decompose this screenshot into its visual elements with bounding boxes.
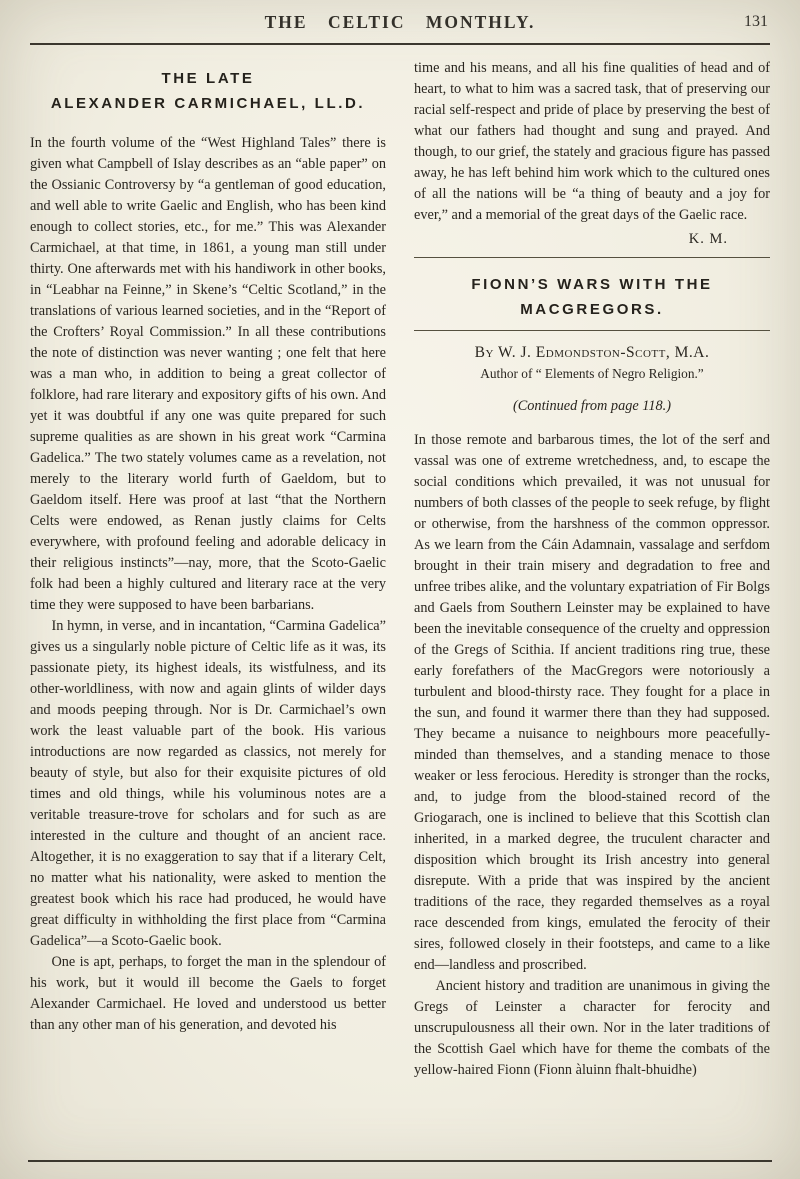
left-column bbox=[30, 58, 386, 1162]
header-rule bbox=[30, 43, 770, 45]
article2-title-line1: FIONN’S WARS WITH THE bbox=[471, 276, 713, 293]
article-divider-rule bbox=[414, 257, 770, 258]
article1-title bbox=[30, 66, 386, 116]
article2-continued-note: (Continued from page 118.) bbox=[512, 398, 672, 414]
article2-title bbox=[414, 272, 770, 322]
article2-byline: By W. J. Edmondston-Scott, M.A. bbox=[474, 344, 710, 361]
article1-paragraph-3-continuation: time and his means, and all his fine qualities of head and of heart, to what to him was a sacred task, that of preserving our racial self-respect and pride of place by preserving the best of what our fathers had thought and sung and prayed. And though, to our grief, the stately and gracious figure has passed away, he has left behind him work which to the cultured ones of all the nations will be “a thing of beauty and a joy for ever,” and a memorial of the great days of the Gaelic race. bbox=[414, 60, 770, 223]
article2-title-rule bbox=[414, 330, 770, 331]
article1-paragraph-3: One is apt, perhaps, to forget the man in the splendour of his work, but it would ill become the Gaels to forget Alexander Carmichael. He loved and understood us better than any other man of his generation, and devoted his bbox=[30, 954, 386, 1033]
article1-title-line1: THE LATE bbox=[161, 70, 255, 87]
article2-author-note: Author of “ Elements of Negro Religion.” bbox=[480, 366, 704, 381]
article1-signature: K. M. bbox=[688, 231, 728, 247]
footer-rule bbox=[28, 1160, 772, 1162]
page-header bbox=[30, 12, 770, 38]
article1-paragraph-1: In the fourth volume of the “West Highland Tales” there is given what Campbell of Islay describes as an “able paper” on the Ossianic Controversy by “a gentleman of good education, and well able to write Gaelic and English, who has been kind enough to collect stories, etc., for me.” This was Alexander Carmichael, at that time, in 1861, a young man still under thirty. One afterwards met with his handiwork in other books, in “Leabhar na Feinne,” in Skene’s “Celtic Scotland,” in the translations of various learned societies, and in the “Report of the Crofters’ Royal Commission.” In all these contributions the note of distinction was never wanting ; one felt that here was a man who, in addition to being a great collector of folklore, had rare literary and expository gifts of his own. And yet it was doubtful if any one was quite prepared for such supreme qualities as are shown in his great work “Carmina Gadelica.” The two stately volumes came as a revelation, not merely to the literary world furth of Gaeldom, but to Gaeldom itself. Here was proof at last “that the Northern Celts were endowed, as Renan justly claims for Celts everywhere, with profound feeling and adorable delicacy in their religious instincts”—nay, more, that the Scoto-Gaelic folk had been a highly cultured and literary race at the very time they were supposed to have been barbarians. bbox=[30, 135, 386, 613]
article1-paragraph-2: In hymn, in verse, and in incantation, “Carmina Gadelica” gives us a singularly noble picture of Celtic life as it was, its passionate piety, its highest ideals, its wistfulness, and its other-worldliness, with now and again glints of wilder days and moods peeping through. Nor is Dr. Carmichael’s own work the least valuable part of the book. His various introductions are now regarded as classics, not merely for beauty of style, but also for their exquisite pictures of old times and old things, while his voluminous notes are a veritable treasure-trove for scholars and for such as are interested in the culture and thought of an ancient race. Altogether, it is no exaggeration to say that if a literary Celt, no matter what his nationality, were asked to mention the greatest book which his race had produced, he would have great difficulty in withholding the first place from “Carmina Gadelica”—a Scoto-Gaelic book. bbox=[30, 618, 386, 949]
journal-title: THE CELTIC MONTHLY. bbox=[264, 12, 536, 32]
two-column-layout bbox=[30, 58, 770, 1162]
page-number: 131 bbox=[744, 13, 768, 30]
article2-paragraph-2: Ancient history and tradition are unanimous in giving the Gregs of Leinster a character for ferocity and unscrupulousness all their own. Nor in the later traditions of the Scottish Gael which have for theme the combats of the yellow-haired Fionn (Fionn àluinn fhalt-bhuidhe) bbox=[414, 978, 770, 1078]
article1-title-line2: ALEXANDER CARMICHAEL, LL.D. bbox=[50, 95, 366, 112]
article2-paragraph-1: In those remote and barbarous times, the lot of the serf and vassal was one of extreme wretchedness, and, to escape the social conditions which prevailed, it was not unusual for numbers of both classes of the people to seek refuge, by flight or otherwise, from the harshness of the common oppressor. As we learn from the Cáin Adamnain, vassalage and serfdom brought in their train misery and degradation to free and unfree tribes alike, and the voluntary expatriation of Fir Bolgs and Gaels from Southern Leinster may be explained to have been the inevitable consequence of the cruelty and oppression of the Gregs of Scithia. If ancient traditions ring true, these early forefathers of the MacGregors were notoriously a turbulent and blood-thirsty race. They fought for a place in the sun, and found it warmer there than they had supposed. They became a nuisance to neighbours more peacefully-minded than themselves, and a standing menace to those weaker or less ferocious. Heredity is stronger than the rocks, and, to judge from the blood-stained record of the Griogarach, one is inclined to believe that this Scottish clan inherited, in a marked degree, the truculent character and disposition which brought its Irish ancestry into general disrepute. With a pride that was inspired by the ancient traditions of the race, they regarded themselves as a royal race descended from kings, emulated the ferocity of their sires, followed closely in their footsteps, and came to a like end—landless and proscribed. bbox=[414, 432, 770, 973]
right-column bbox=[414, 58, 770, 1162]
article2-title-line2: MACGREGORS. bbox=[520, 301, 664, 318]
